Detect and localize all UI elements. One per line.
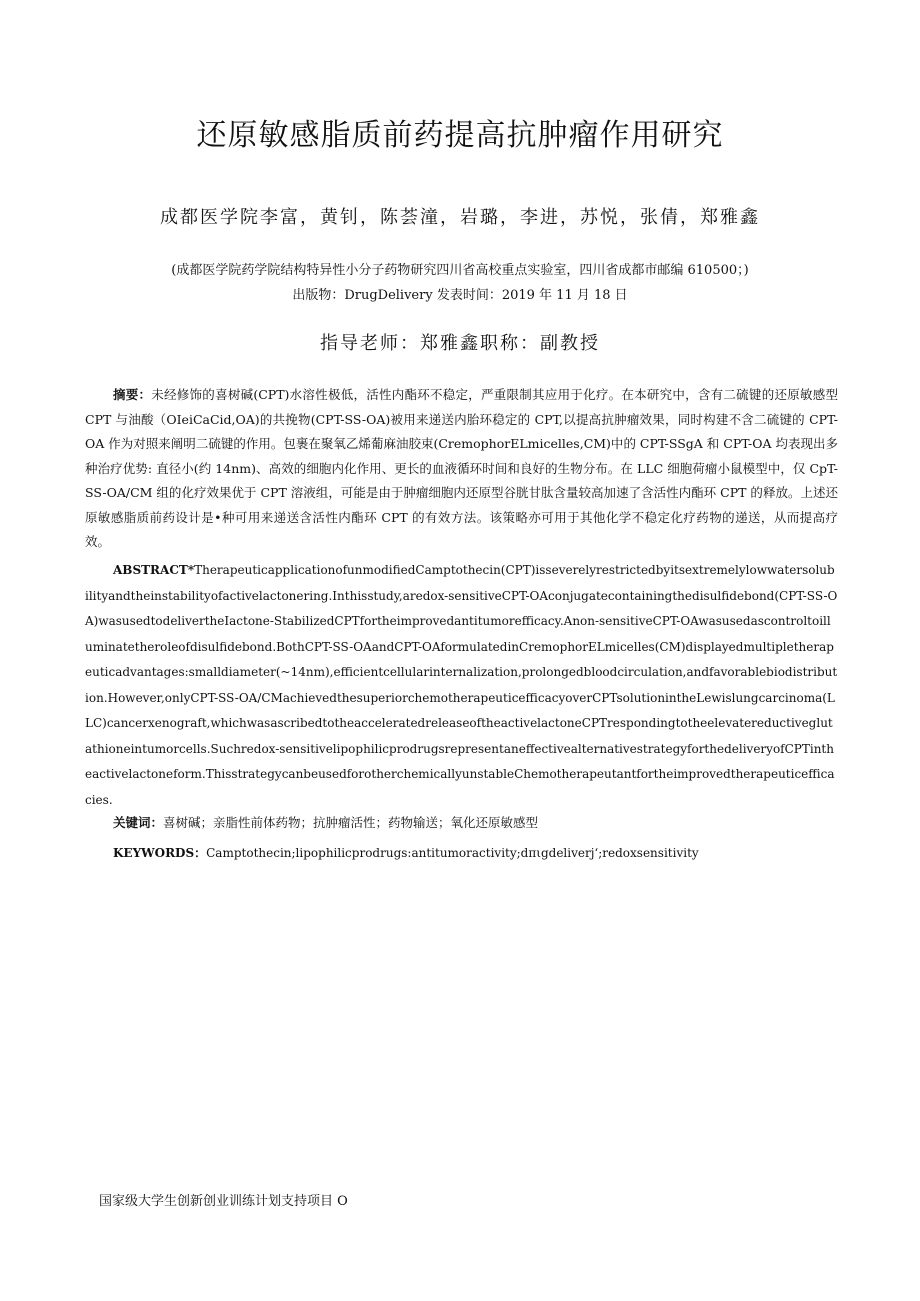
keywords-en-label: KEYWORDS： — [113, 846, 207, 860]
paper-title: 还原敏感脂质前药提高抗肿瘤作用研究 — [196, 118, 724, 153]
keywords-cn — [113, 813, 838, 831]
keywords-en — [113, 844, 838, 861]
abstract-cn-text: 未经修饰的喜树碱(CPT)水溶性极低，活性内酯环不稳定，严重限制其应用于化疗。在本研究中，含有二硫键的还原敏感型 CPT 与油酸（OIeiCaCid,OA)的共挽物(CPT-SS-OA)被用来递送内胎环稳定的 CPT,以提高抗肿瘤效果，同时构建不含二硫键的 CPT-OA 作为对照来阐明二硫键的作用。包裹在聚氧乙烯葡麻油胶束(CremophorELmicelles,CM)中的 CPT-SSgA 和 CPT-OA 均表现出多种治疗优势: 直径小(约 14nm)、高效的细胞内化作用、更长的血液循环时间和良好的生物分布。在 LLC 细胞荷瘤小鼠模型中，仅 CpT-SS-OA/CM 组的化疗效果优于 CPT 溶液组，可能是由于肿瘤细胞内还原型谷胱甘肽含量较高加速了含活性内酯环 CPT 的释放。上述还原敏感脂质前药设计是•种可用来递送含活性内酯环 CPT 的有效方法。该策略亦可用于其他化学不稳定化疗药物的递送，从而提高疗效。 — [85, 387, 838, 549]
keywords-cn-text: 喜树碱；亲脂性前体药物；抗肿瘤活性；药物输送；氧化还原敏感型 — [163, 815, 539, 830]
abstract-en — [85, 558, 838, 813]
author-list: 成都医学院李富，黄钊，陈荟潼，岩璐，李进，苏悦，张倩，郑雅鑫 — [160, 207, 760, 228]
abstract-en-label: ABSTRACT* — [113, 563, 195, 577]
keywords-cn-label: 关键词： — [113, 815, 164, 830]
abstract-cn-label: 摘要： — [113, 387, 152, 402]
funding-footnote: 国家级大学生创新创业训练计划支持项目 O — [99, 1194, 348, 1209]
affiliation: (成都医学院药学院结构特异性小分子药物研究四川省高校重点实验室，四川省成都市邮编 610500；) — [171, 263, 749, 278]
advisor-line: 指导老师：郑雅鑫职称：副教授 — [320, 333, 600, 354]
publication-info: 出版物：DrugDelivery 发表时间：2019 年 11 月 18 日 — [292, 288, 628, 303]
keywords-en-text: Camptothecin;lipophilicprodrugs:antitumoractivity;dπιgdeliverjʻ;redoxsensitivity — [206, 846, 699, 860]
abstract-en-text: TherapeuticapplicationofunmodifiedCamptothecin(CPT)isseverelyrestrictedbyitsextremelylowwatersolubilityandtheinstabilityofactivelactonering.Inthisstudy,aredox-sensitiveCPT-OAconjugatecontainingthedisulfidebond(CPT-SS-OA)wasusedtodelivertheIactone-StabilizedCPTfortheimprovedantitumorefficacy.Anon-sensitiveCPT-OAwasusedascontroltoilluminatetheroleofdisulfidebond.BothCPT-SS-OAandCPT-OAformulatedinCremophorELmicelles(CM)displayedmultipletherapeuticadvantages:smalldiameter(~14nm),efficientcellularinternalization,prolongedbloodcirculation,andfavorablebiodistribution.However,onlyCPT-SS-OA/CMachievedthesuperiorchemotherapeuticefficacyoverCPTsolutionintheLewislungcarcinoma(LLC)cancerxenograft,whichwasascribedtotheacceleratedreleaseoftheactivelactoneCPTrespondingtotheelevatereductiveglutathioneintumorcells.Suchredox-sensitivelipophilicprodrugsrepresentaneffectivealternativestrategyforthedeliveryofCPTintheactivelactoneform.ThisstrategycanbeusedforotherchemicallyunstableChemotherapeutantfortheimprovedtherapeuticefficacies. — [85, 563, 838, 807]
abstract-cn — [85, 383, 838, 555]
